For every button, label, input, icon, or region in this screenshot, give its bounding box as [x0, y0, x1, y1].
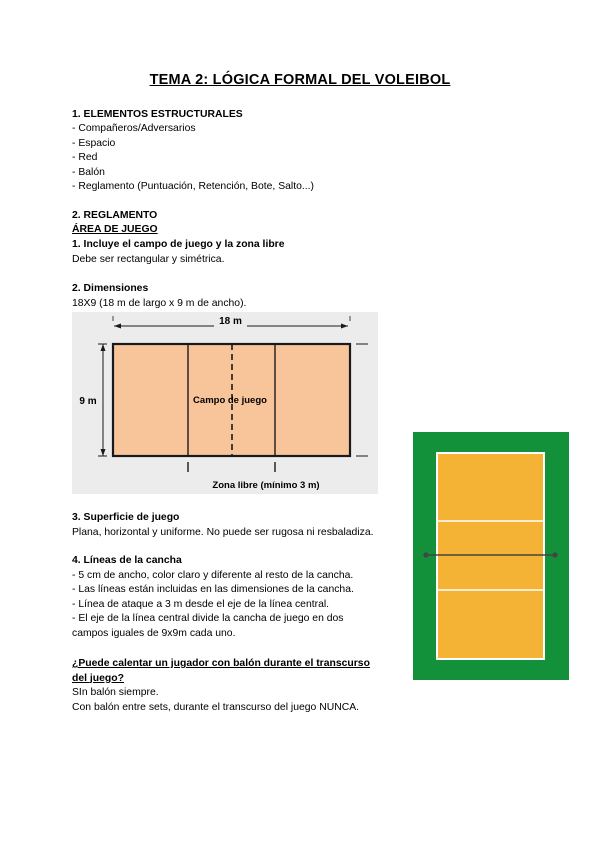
- list-item: - Compañeros/Adversarios: [72, 123, 196, 134]
- point-4-title: 4. Líneas de la cancha: [72, 555, 182, 566]
- court-dimensions-diagram: [72, 312, 378, 494]
- answer-1: SIn balón siempre.: [72, 687, 159, 698]
- section-1-heading: 1. ELEMENTOS ESTRUCTURALES: [72, 109, 243, 120]
- list-item: - El eje de la línea central divide la cancha de juego en dos: [72, 613, 344, 624]
- court-surface: [437, 453, 544, 659]
- court-label: Campo de juego: [193, 395, 267, 406]
- length-label: 18 m: [219, 316, 242, 327]
- point-1-title: 1. Incluye el campo de juego y la zona libre: [72, 239, 285, 250]
- section-2-heading: 2. REGLAMENTO: [72, 210, 158, 221]
- net-post-right: [552, 552, 557, 557]
- width-label: 9 m: [79, 396, 97, 407]
- point-2-title: 2. Dimensiones: [72, 283, 149, 294]
- list-item: campos iguales de 9x9m cada uno.: [72, 627, 236, 639]
- point-3-text: Plana, horizontal y uniforme. No puede ser rugosa ni resbaladiza.: [72, 526, 374, 538]
- free-zone-label: Zona libre (mínimo 3 m): [212, 480, 320, 491]
- page-title: TEMA 2: LÓGICA FORMAL DEL VOLEIBOL: [149, 72, 451, 88]
- list-item: - Red: [72, 152, 98, 163]
- point-3-title: 3. Superficie de juego: [72, 512, 180, 523]
- list-item: - Reglamento (Puntuación, Retención, Bote, Salto...): [72, 181, 315, 192]
- volleyball-court-image: [413, 432, 569, 680]
- list-item: - Línea de ataque a 3 m desde el eje de la línea central.: [72, 598, 330, 610]
- point-2-text: 18X9 (18 m de largo x 9 m de ancho).: [72, 297, 247, 309]
- net-post-left: [423, 552, 428, 557]
- question-line-2: del juego?: [72, 672, 124, 684]
- list-item: - Las líneas están incluidas en las dimensiones de la cancha.: [72, 584, 354, 595]
- list-item: - Espacio: [72, 137, 116, 149]
- list-item: - Balón: [72, 166, 105, 178]
- area-de-juego-heading: ÁREA DE JUEGO: [72, 224, 158, 235]
- list-item: - 5 cm de ancho, color claro y diferente al resto de la cancha.: [72, 569, 354, 581]
- answer-2: Con balón entre sets, durante el transcurso del juego NUNCA.: [72, 701, 360, 713]
- question-line-1: ¿Puede calentar un jugador con balón durante el transcurso: [72, 658, 370, 669]
- point-1-text: Debe ser rectangular y simétrica.: [72, 253, 225, 265]
